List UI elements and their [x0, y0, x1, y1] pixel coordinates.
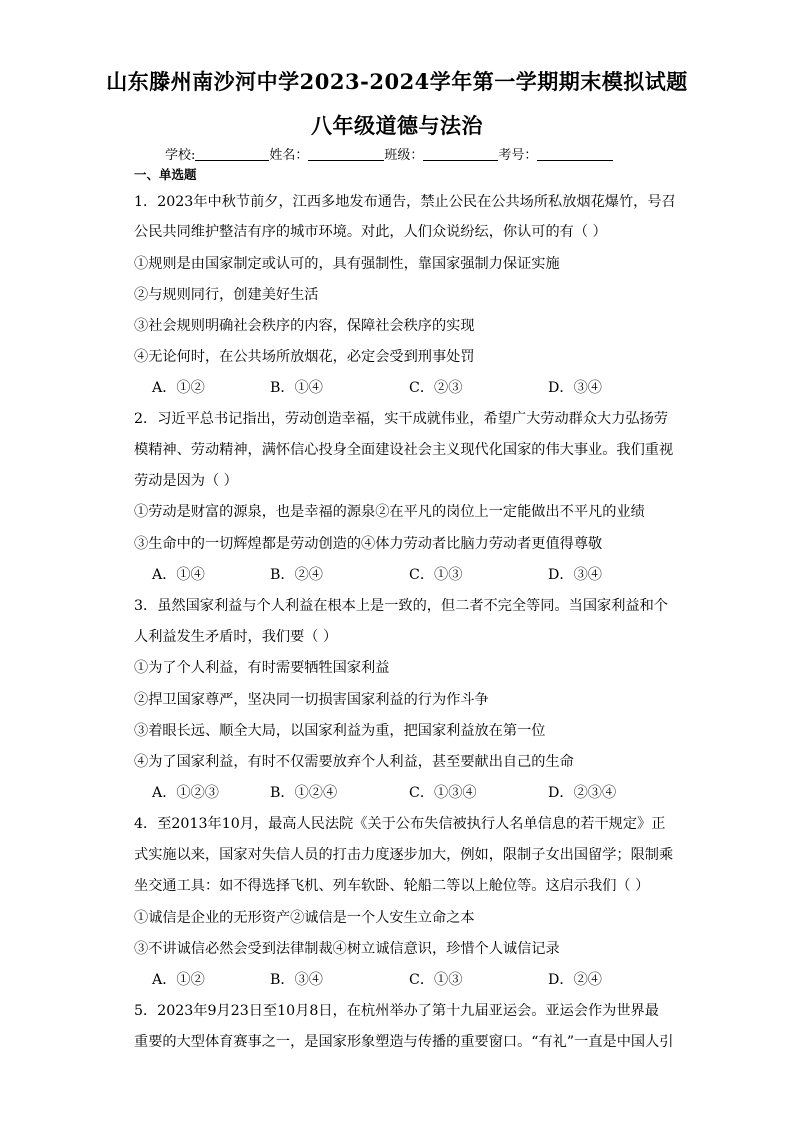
exam-title: 山东滕州南沙河中学2023-2024学年第一学期期末模拟试题: [106, 69, 688, 94]
option-a: A．①②③: [152, 785, 219, 801]
exam-number-blank: [537, 147, 613, 161]
question-3-statement: ②捍卫国家尊严，坚决同一切损害国家利益的行为作斗争: [134, 692, 489, 708]
school-blank: [195, 147, 269, 161]
option-d: D．②④: [548, 972, 602, 988]
exam-number-label: 考号：: [498, 148, 538, 163]
question-4-statement: ①诚信是企业的无形资产②诚信是一个人安生立命之本: [134, 910, 475, 926]
option-b: B．③④: [270, 972, 323, 988]
question-1-statement: ④无论何时，在公共场所放烟花，必定会受到刑事处罚: [134, 349, 475, 365]
option-d: D．②③④: [548, 785, 617, 801]
question-2-line: 2．习近平总书记指出，劳动创造幸福，实干成就伟业，希望广大劳动群众大力弘扬劳: [134, 411, 668, 427]
class-label: 班级：: [384, 148, 424, 163]
question-5-line: 5．2023年9月23日至10月8日，在杭州举办了第十九届亚运会。亚运会作为世界最: [134, 1003, 659, 1019]
question-5-line: 重要的大型体育赛事之一，是国家形象塑造与传播的重要窗口。“有礼”一直是中国人引: [134, 1034, 674, 1050]
school-label: 学校:: [165, 148, 196, 163]
option-a: A．①②: [152, 380, 205, 396]
option-b: B．②④: [270, 567, 323, 583]
option-a: A．①④: [152, 567, 205, 583]
option-a: A．①②: [152, 972, 205, 988]
section-title: 一、单选题: [134, 167, 197, 182]
exam-subtitle: 八年级道德与法治: [311, 113, 483, 138]
option-c: C．①③: [409, 972, 463, 988]
option-c: C．②③: [409, 380, 463, 396]
question-1-statement: ①规则是由国家制定或认可的，具有强制性，靠国家强制力保证实施: [134, 256, 560, 272]
name-label: 姓名：: [269, 148, 309, 163]
student-info-line: [165, 144, 613, 163]
option-b: B．①②④: [270, 785, 338, 801]
question-1-line: 公民共同维护整洁有序的城市环境。对此，人们众说纷纭，你认可的有（ ）: [134, 224, 607, 240]
question-3-statement: ④为了国家利益，有时不仅需要放弃个人利益，甚至要献出自己的生命: [134, 754, 574, 770]
option-c: C．①③: [409, 567, 463, 583]
option-b: B．①④: [270, 380, 323, 396]
name-blank: [308, 147, 384, 161]
option-c: C．①③④: [409, 785, 477, 801]
question-2-statement: ①劳动是财富的源泉，也是幸福的源泉②在平凡的岗位上一定能做出不平凡的业绩: [134, 504, 645, 520]
question-2-line: 模精神、劳动精神，满怀信心投身全面建设社会主义现代化国家的伟大事业。我们重视: [134, 442, 674, 458]
question-3-line: 3．虽然国家利益与个人利益在根本上是一致的，但二者不完全等同。当国家利益和个: [134, 598, 668, 614]
question-4-line: 坐交通工具：如不得选择飞机、列车软卧、轮船二等以上舱位等。这启示我们（ ）: [134, 878, 650, 894]
question-2-statement: ③生命中的一切辉煌都是劳动创造的④体力劳动者比脑力劳动者更值得尊敬: [134, 536, 603, 552]
question-1-statement: ②与规则同行，创建美好生活: [134, 287, 319, 303]
question-3-statement: ③着眼长远、顺全大局，以国家利益为重，把国家利益放在第一位: [134, 723, 546, 739]
question-4-statement: ③不讲诚信必然会受到法律制裁④树立诚信意识，珍惜个人诚信记录: [134, 941, 560, 957]
question-4-line: 4．至2013年10月，最高人民法院《关于公布失信被执行人名单信息的若干规定》正: [134, 816, 666, 832]
question-3-statement: ①为了个人利益，有时需要牺牲国家利益: [134, 660, 390, 676]
question-3-line: 人利益发生矛盾时，我们要（ ）: [134, 629, 338, 645]
option-d: D．③④: [548, 380, 602, 396]
question-2-line: 劳动是因为（ ）: [134, 473, 238, 489]
option-d: D．③④: [548, 567, 602, 583]
question-1-statement: ③社会规则明确社会秩序的内容，保障社会秩序的实现: [134, 318, 475, 334]
class-blank: [423, 147, 498, 161]
question-1-line: 1．2023年中秋节前夕，江西多地发布通告，禁止公民在公共场所私放烟花爆竹，号召: [134, 194, 676, 210]
question-4-line: 式实施以来，国家对失信人员的打击力度逐步加大，例如，限制子女出国留学；限制乘: [134, 847, 674, 863]
